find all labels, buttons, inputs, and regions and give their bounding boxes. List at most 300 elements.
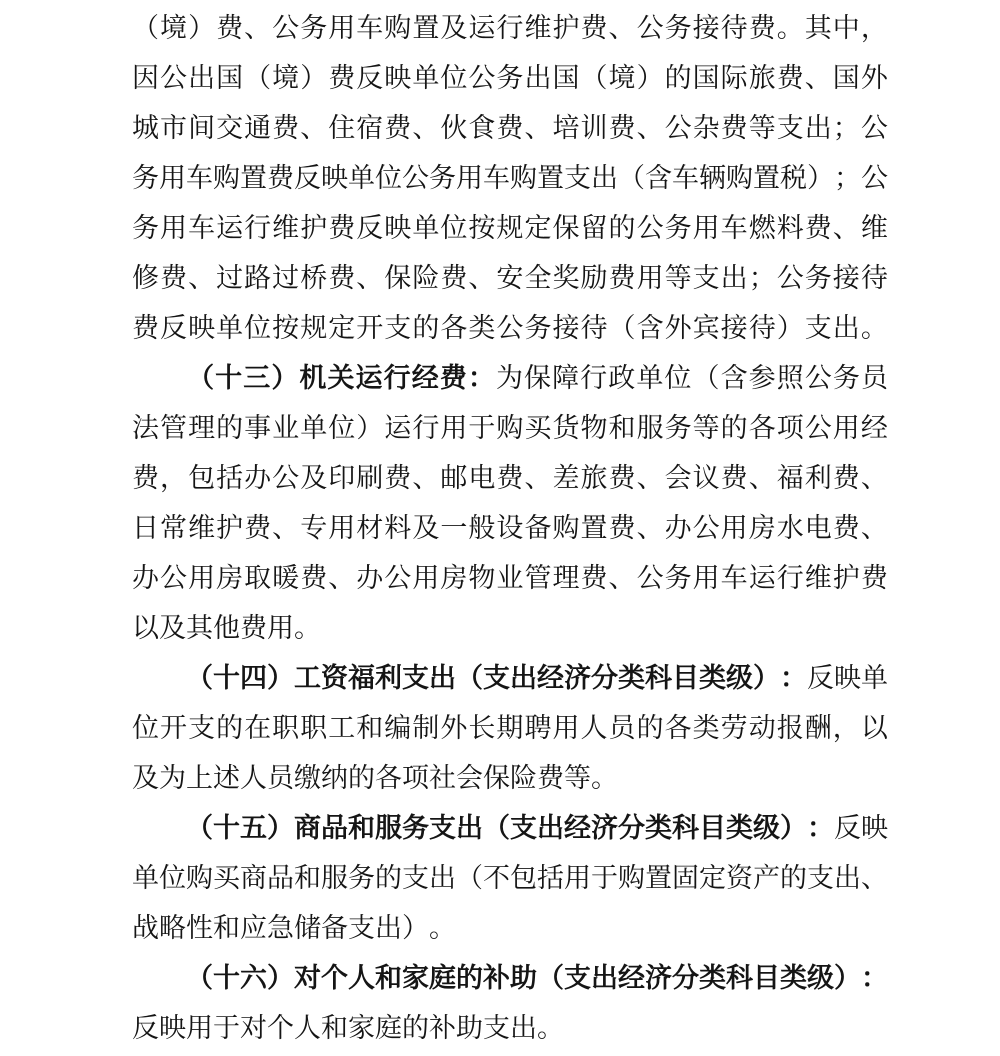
body-char: 障 (552, 362, 580, 393)
body-char: 支 (804, 312, 832, 343)
body-char: 反 (356, 62, 384, 93)
body-char: 护 (300, 212, 328, 243)
body-char: （ (608, 312, 636, 343)
body-char: 置 (537, 162, 564, 193)
body-char: 维 (272, 212, 300, 243)
body-char: 办 (244, 462, 272, 493)
body-char: 资 (726, 862, 753, 893)
heading-char: 目 (699, 812, 726, 843)
body-char: 的 (664, 62, 692, 93)
body-char: 编 (384, 712, 412, 743)
body-char: ， (860, 12, 888, 43)
body-char: 专 (300, 512, 328, 543)
body-char: 各 (440, 312, 468, 343)
body-char: 务 (429, 162, 456, 193)
body-char: 差 (552, 462, 580, 493)
body-char: 车 (720, 212, 748, 243)
body-char: 国 (552, 62, 580, 93)
heading-char: 支 (402, 662, 429, 693)
body-char: 般 (468, 512, 496, 543)
body-char: 员 (608, 712, 636, 743)
body-char: 燃 (748, 212, 776, 243)
body-char: 和 (294, 862, 321, 893)
heading-char: 服 (375, 812, 402, 843)
body-char: 出 (524, 62, 552, 93)
body-char: 伙 (440, 112, 468, 143)
body-char: 买 (524, 412, 552, 443)
body-char: 反 (807, 662, 834, 693)
body-char: 职 (272, 712, 300, 743)
body-char: 服 (636, 412, 664, 443)
body-char: 费 (160, 262, 188, 293)
body-char: 管 (524, 562, 552, 593)
body-char: 单 (636, 362, 664, 393)
body-char: 务 (664, 212, 692, 243)
body-char: 购 (186, 862, 213, 893)
text-line (132, 853, 888, 903)
body-char: 车 (188, 212, 216, 243)
heading-char: 的 (456, 962, 483, 993)
body-char: 庭 (375, 1012, 402, 1043)
body-char: 他 (213, 612, 240, 643)
body-char: 单 (216, 312, 244, 343)
heading-char: （ (186, 812, 213, 843)
heading-char: 出 (510, 662, 537, 693)
text-line (132, 203, 888, 253)
body-char: 险 (412, 262, 440, 293)
body-char: 、 (272, 512, 300, 543)
body-char: 。 (429, 912, 456, 943)
heading-char: 济 (564, 662, 591, 693)
body-char: 用 (328, 512, 356, 543)
body-char: 公 (804, 362, 832, 393)
body-char: 、 (524, 462, 552, 493)
heading-char: 类 (699, 662, 726, 693)
body-char: 境 (160, 12, 188, 43)
heading-char: 十 (213, 662, 240, 693)
body-char: 位 (328, 412, 356, 443)
body-char: 待 (860, 262, 888, 293)
body-char: 报 (776, 712, 804, 743)
body-char: 括 (537, 862, 564, 893)
heading-char: ） (267, 662, 294, 693)
body-char: 为 (159, 762, 186, 793)
heading-char: 类 (726, 812, 753, 843)
body-char: 家 (348, 1012, 375, 1043)
body-char: 反 (160, 312, 188, 343)
body-char: ； (748, 262, 776, 293)
body-char: 、 (328, 562, 356, 593)
heading-char: ： (807, 812, 834, 843)
body-char: 和 (213, 912, 240, 943)
body-char: ） (188, 12, 216, 43)
body-char: 福 (776, 462, 804, 493)
body-char: 用 (412, 562, 440, 593)
body-char: 物 (580, 412, 608, 443)
body-char: 含 (720, 362, 748, 393)
body-char: 国 (692, 62, 720, 93)
body-char: 位 (375, 162, 402, 193)
body-char: 劳 (720, 712, 748, 743)
body-char: 费 (537, 762, 564, 793)
body-char: ， (832, 712, 860, 743)
body-char: 出 (720, 262, 748, 293)
heading-char: ： (780, 662, 807, 693)
body-char: 励 (580, 262, 608, 293)
body-char: 境 (272, 62, 300, 93)
heading-char: 经 (564, 812, 591, 843)
body-char: 费 (328, 212, 356, 243)
body-char: 购 (618, 862, 645, 893)
body-char: 等 (692, 412, 720, 443)
body-char: 急 (267, 912, 294, 943)
body-char: 的 (402, 1012, 429, 1043)
heading-char: 五 (240, 812, 267, 843)
body-char: 用 (456, 162, 483, 193)
body-char: 、 (608, 562, 636, 593)
body-char: 为 (495, 362, 523, 393)
body-char: 置 (645, 862, 672, 893)
body-char: 于 (591, 862, 618, 893)
heading-char: 济 (591, 812, 618, 843)
body-char: 照 (776, 362, 804, 393)
body-char: 护 (832, 562, 860, 593)
body-char: 储 (294, 912, 321, 943)
body-char: 和 (608, 412, 636, 443)
body-char: 公 (692, 512, 720, 543)
text-line (132, 53, 888, 103)
body-char: 类 (468, 312, 496, 343)
body-char: 行 (496, 12, 524, 43)
body-char: 食 (468, 112, 496, 143)
body-char: 费 (272, 112, 300, 143)
body-char: ） (807, 162, 834, 193)
body-char: 费 (608, 462, 636, 493)
body-char: 车 (672, 162, 699, 193)
body-char: 辆 (699, 162, 726, 193)
body-char: 用 (188, 562, 216, 593)
heading-char: （ (186, 962, 213, 993)
body-char: 业 (272, 412, 300, 443)
body-char: 奖 (552, 262, 580, 293)
heading-char: 出 (537, 812, 564, 843)
body-char: 购 (552, 512, 580, 543)
body-char: 性 (186, 912, 213, 943)
body-char: 职 (300, 712, 328, 743)
heading-char: 商 (294, 812, 321, 843)
body-char: ） (776, 312, 804, 343)
body-char: 开 (356, 312, 384, 343)
heading-char: 六 (240, 962, 267, 993)
body-char: 境 (608, 62, 636, 93)
heading-char: 支 (510, 812, 537, 843)
body-char: 费 (384, 112, 412, 143)
heading-char: 人 (348, 962, 375, 993)
body-char: 日 (132, 512, 159, 543)
body-char: 公 (664, 112, 692, 143)
body-char: 支 (807, 862, 834, 893)
body-char: 邮 (440, 462, 468, 493)
body-char: 公 (272, 12, 300, 43)
heading-char: 行 (383, 362, 411, 393)
body-char: （ (244, 62, 272, 93)
body-char: 映 (159, 1012, 186, 1043)
body-char: 单 (132, 862, 159, 893)
body-char: 制 (412, 712, 440, 743)
body-char: 过 (216, 262, 244, 293)
body-char: 员 (860, 362, 888, 393)
body-char: 映 (188, 312, 216, 343)
body-char: 、 (356, 262, 384, 293)
body-char: 于 (213, 1012, 240, 1043)
body-char: 购 (726, 162, 753, 193)
body-char: 培 (552, 112, 580, 143)
body-char: 理 (552, 562, 580, 593)
body-char: 纳 (321, 762, 348, 793)
heading-char: 费 (439, 362, 467, 393)
body-char: 保 (483, 762, 510, 793)
body-char: 公 (804, 412, 832, 443)
body-char: 包 (510, 862, 537, 893)
text-line (132, 903, 888, 953)
body-char: 务 (348, 862, 375, 893)
body-char: 聘 (524, 712, 552, 743)
body-char: 以 (132, 612, 159, 643)
body-char: 出 (804, 112, 832, 143)
body-char: 反 (834, 812, 861, 843)
body-char: 交 (216, 112, 244, 143)
body-char: 买 (213, 862, 240, 893)
body-char: 水 (776, 512, 804, 543)
body-char: （ (580, 62, 608, 93)
body-char: 行 (580, 362, 608, 393)
body-char: 的 (412, 312, 440, 343)
heading-char: 类 (618, 662, 645, 693)
heading-char: 支 (564, 962, 591, 993)
heading-char: 品 (321, 812, 348, 843)
body-char: 费 (300, 562, 328, 593)
body-char: 费 (440, 262, 468, 293)
body-char: 会 (664, 462, 692, 493)
heading-char: 类 (645, 812, 672, 843)
body-char: 员 (267, 762, 294, 793)
heading-char: 务 (402, 812, 429, 843)
body-char: 支 (776, 112, 804, 143)
body-char: 、 (860, 462, 888, 493)
heading-char: 出 (429, 662, 456, 693)
heading-char: 支 (483, 662, 510, 693)
body-char: 费 (328, 262, 356, 293)
text-line (132, 553, 888, 603)
body-char: 税 (780, 162, 807, 193)
body-char: 支 (348, 912, 375, 943)
body-char: ， (160, 462, 188, 493)
heading-char: 科 (726, 962, 753, 993)
body-char: 市 (160, 112, 188, 143)
body-char: 费 (608, 512, 636, 543)
body-char: 费 (776, 62, 804, 93)
body-char: ） (300, 62, 328, 93)
body-char: 各 (664, 712, 692, 743)
body-char: 含 (636, 312, 664, 343)
body-char: 。 (537, 1012, 564, 1043)
body-char: 保 (524, 362, 552, 393)
body-char: 电 (804, 512, 832, 543)
body-char: 及 (412, 512, 440, 543)
text-line (132, 503, 888, 553)
heading-char: 分 (618, 812, 645, 843)
heading-char: 利 (375, 662, 402, 693)
body-char: 项 (402, 762, 429, 793)
body-char: 出 (591, 162, 618, 193)
body-char: 用 (832, 412, 860, 443)
body-char: 各 (375, 762, 402, 793)
body-char: 规 (300, 312, 328, 343)
text-line (132, 3, 888, 53)
heading-char: ） (753, 662, 780, 693)
body-char: 经 (860, 412, 888, 443)
body-char: 其 (186, 612, 213, 643)
body-char: 的 (780, 862, 807, 893)
body-char: 。 (294, 612, 321, 643)
body-char: 费 (132, 312, 159, 343)
body-char: 杂 (692, 112, 720, 143)
body-char: 暖 (272, 562, 300, 593)
body-char: 购 (213, 162, 240, 193)
heading-char: 家 (402, 962, 429, 993)
body-char: 行 (244, 212, 272, 243)
body-char: 于 (468, 412, 496, 443)
body-char: 旅 (580, 462, 608, 493)
body-char: 会 (456, 762, 483, 793)
body-char: 、 (636, 512, 664, 543)
body-char: 各 (748, 412, 776, 443)
body-char: 接 (692, 12, 720, 43)
body-char: 务 (664, 412, 692, 443)
body-char: 在 (244, 712, 272, 743)
body-char: 及 (132, 762, 159, 793)
paragraph-indent (132, 678, 186, 679)
body-char: 务 (832, 362, 860, 393)
body-char: 补 (429, 1012, 456, 1043)
body-char: 的 (608, 212, 636, 243)
body-char: 法 (132, 412, 159, 443)
body-char: 工 (328, 712, 356, 743)
body-char: 公 (860, 112, 888, 143)
body-char: 。 (776, 12, 804, 43)
body-char: 位 (244, 312, 272, 343)
heading-char: 经 (537, 662, 564, 693)
body-char: 因 (132, 62, 159, 93)
body-char: 费 (496, 112, 524, 143)
body-char: 的 (348, 762, 375, 793)
body-char: 常 (160, 512, 188, 543)
body-char: 购 (384, 12, 412, 43)
heading-char: 目 (753, 962, 780, 993)
heading-char: 助 (510, 962, 537, 993)
body-char: 费 (496, 462, 524, 493)
document-body (132, 3, 888, 1053)
body-char: 期 (496, 712, 524, 743)
body-char: ； (832, 112, 860, 143)
body-char: 政 (608, 362, 636, 393)
body-char: 刷 (356, 462, 384, 493)
body-char: 支 (483, 1012, 510, 1043)
body-char: 、 (636, 112, 664, 143)
body-char: 中 (832, 12, 860, 43)
body-char: 理 (188, 412, 216, 443)
body-char: 用 (267, 612, 294, 643)
body-char: 费 (240, 612, 267, 643)
body-char: 公 (636, 562, 664, 593)
body-char: 电 (468, 462, 496, 493)
body-char: 用 (186, 1012, 213, 1043)
body-char: 务 (300, 12, 328, 43)
body-char: 修 (132, 262, 159, 293)
body-char: 过 (272, 262, 300, 293)
body-char: 费 (608, 262, 636, 293)
body-char: 城 (132, 112, 159, 143)
body-char: 、 (300, 112, 328, 143)
heading-char: ） (267, 812, 294, 843)
body-char: 定 (699, 862, 726, 893)
body-char: 训 (580, 112, 608, 143)
body-char: 对 (240, 1012, 267, 1043)
text-line (132, 253, 888, 303)
body-char: 包 (188, 462, 216, 493)
body-char: 支 (402, 862, 429, 893)
body-char: （ (692, 362, 720, 393)
body-char: 运 (216, 212, 244, 243)
body-char: 桥 (300, 262, 328, 293)
heading-char: 级 (807, 962, 834, 993)
body-char: 费 (580, 562, 608, 593)
body-char: 助 (456, 1012, 483, 1043)
body-char: 定 (524, 212, 552, 243)
body-char: 费 (328, 62, 356, 93)
body-char: 费 (244, 512, 272, 543)
body-char: 反 (294, 162, 321, 193)
body-char: 费 (608, 112, 636, 143)
body-char: 一 (440, 512, 468, 543)
body-char: 运 (748, 562, 776, 593)
body-char: 映 (384, 212, 412, 243)
body-char: 维 (188, 512, 216, 543)
body-char: ） (356, 412, 384, 443)
body-char: 房 (748, 512, 776, 543)
body-char: 的 (720, 412, 748, 443)
body-char: 房 (216, 562, 244, 593)
body-char: （ (132, 12, 159, 43)
body-char: 、 (832, 212, 860, 243)
body-char: 用 (160, 212, 188, 243)
body-char: 务 (132, 212, 159, 243)
heading-char: 出 (591, 962, 618, 993)
body-char: 单 (412, 212, 440, 243)
heading-char: （ (483, 812, 510, 843)
heading-char: 资 (321, 662, 348, 693)
body-char: 务 (664, 562, 692, 593)
body-char: 备 (524, 512, 552, 543)
body-char: 费 (860, 562, 888, 593)
heading-char: ） (834, 962, 861, 993)
body-char: 开 (160, 712, 188, 743)
body-char: 公 (496, 312, 524, 343)
body-char: 述 (213, 762, 240, 793)
body-char: 出 (832, 312, 860, 343)
body-char: 费 (216, 12, 244, 43)
paragraph-indent (132, 828, 186, 829)
